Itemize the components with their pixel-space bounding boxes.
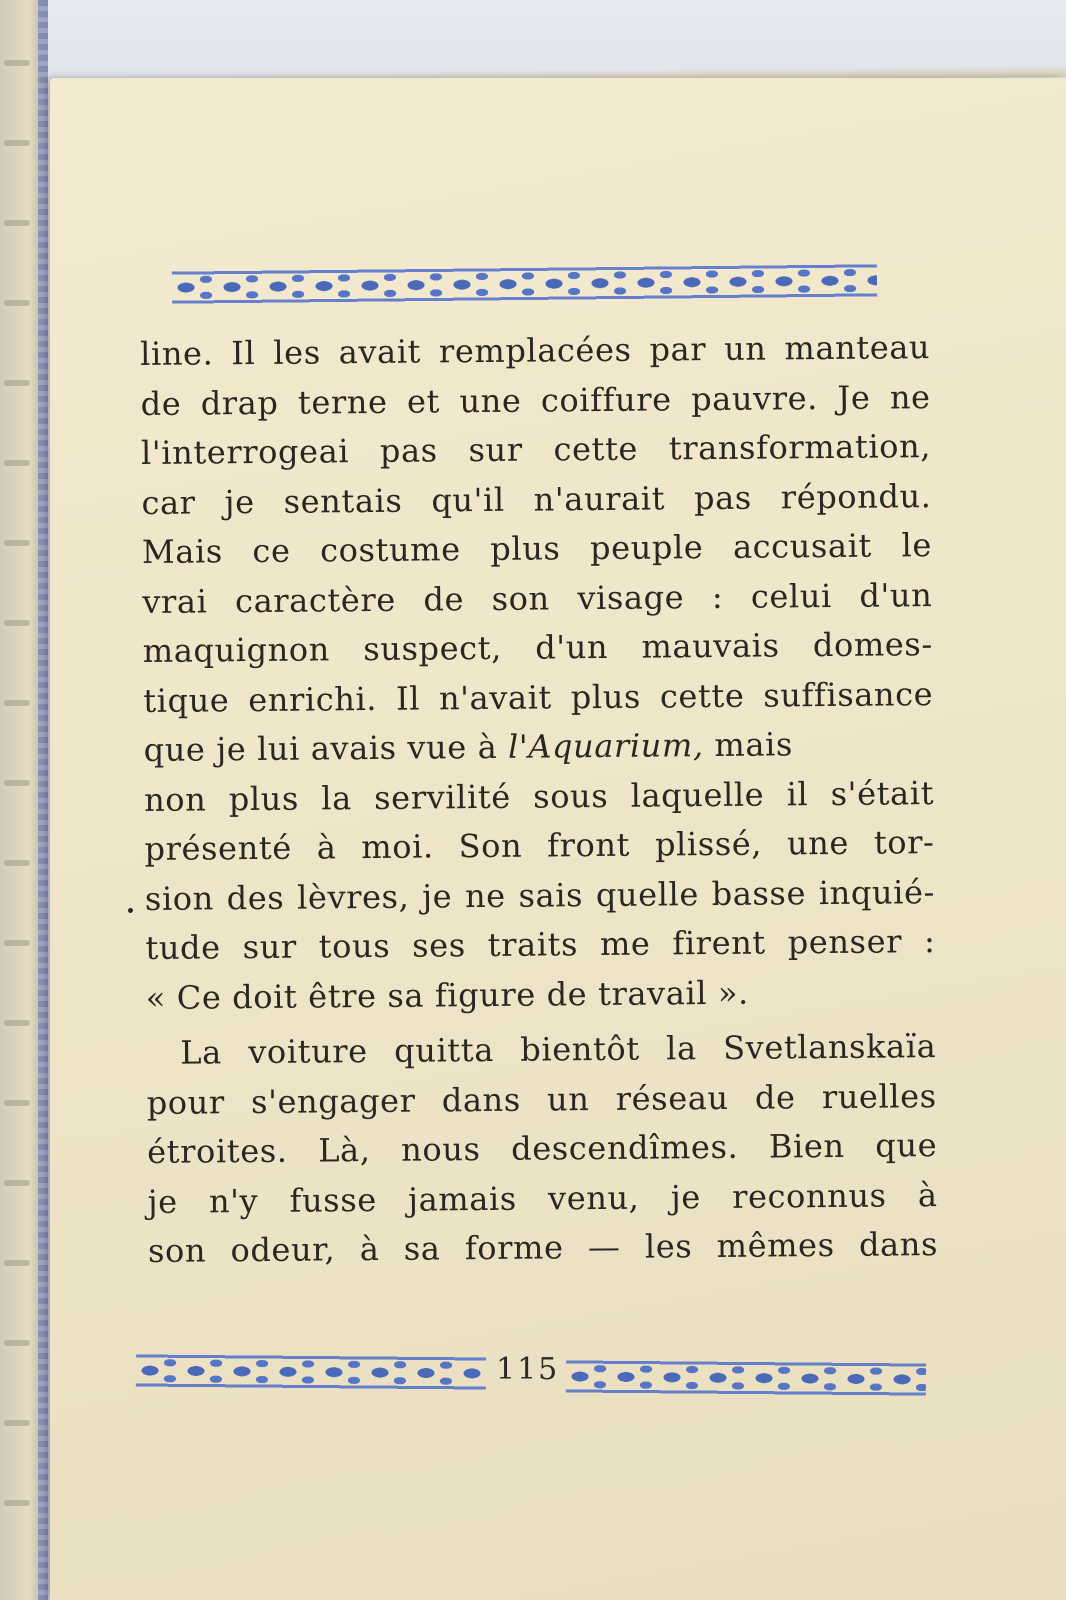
text-line: vrai caractère de son visage : celui d'un — [142, 575, 933, 621]
left-page-text-trace — [4, 1420, 30, 1426]
left-page-text-trace — [4, 540, 30, 546]
left-page-text-trace — [4, 220, 30, 226]
left-page-ornament-edge — [38, 0, 48, 1600]
left-page-text-trace — [4, 1260, 30, 1266]
text-line: tude sur tous ses traits me firent penser : — [145, 922, 936, 967]
left-page-text-trace — [4, 1500, 30, 1506]
text-segment: que je lui avais vue à — [143, 727, 509, 769]
text-line: maquignon suspect, d'un mauvais domes- — [142, 625, 933, 670]
page-number: 115 — [496, 1352, 560, 1387]
left-page-text-trace — [4, 1100, 30, 1106]
bottom-ornament-band-right — [566, 1354, 926, 1401]
left-page-text-trace — [4, 700, 30, 706]
left-page-text-trace — [4, 300, 30, 306]
left-page-text-trace — [4, 60, 30, 66]
left-page-text-trace — [4, 140, 30, 146]
text-line: non plus la servilité sous laquelle il s'était — [143, 773, 935, 819]
text-line: l'interrogeai pas sur cette transformation, — [140, 427, 932, 472]
left-page-text-trace — [4, 460, 30, 466]
text-line: étroites. Là, nous descendîmes. Bien que — [147, 1126, 938, 1171]
left-adjacent-page — [0, 0, 48, 1600]
bottom-ornament-band-left — [136, 1348, 486, 1395]
text-line: line. Il les avait remplacées par un manteau — [140, 328, 931, 373]
ink-speck — [128, 908, 133, 913]
left-page-text-trace — [4, 860, 30, 866]
text-line: sion des lèvres, je ne sais quelle basse inquié- — [144, 872, 936, 918]
text-line: de drap terne et une coiffure pauvre. Je ne — [140, 377, 931, 423]
text-line-with-italic — [143, 719, 933, 775]
text-segment: mais — [703, 725, 794, 765]
italic-title: l'Aquarium, — [507, 726, 704, 766]
text-line: présenté à moi. Son front plissé, une tor- — [144, 823, 935, 868]
page-text — [140, 323, 938, 1276]
left-page-text-trace — [4, 940, 30, 946]
text-line: La voiture quitta bientôt la Svetlanskaïa — [180, 1027, 937, 1072]
text-line: « Ce doit être sa figure de travail ». — [145, 973, 749, 1017]
left-page-text-trace — [4, 780, 30, 786]
text-line: son odeur, à sa forme — les mêmes dans — [147, 1225, 939, 1270]
top-ornament-band — [172, 258, 877, 309]
text-line: car je sentais qu'il n'aurait pas répondu. — [141, 476, 932, 522]
left-page-text-trace — [4, 1180, 30, 1186]
text-line: je n'y fusse jamais venu, je reconnus à — [147, 1175, 938, 1221]
text-line: pour s'engager dans un réseau de ruelles — [146, 1076, 937, 1122]
left-page-text-trace — [4, 1340, 30, 1346]
text-line: Mais ce costume plus peuple accusait le — [141, 526, 933, 571]
text-line: tique enrichi. Il n'avait plus cette suffisance — [143, 674, 934, 720]
left-page-text-trace — [4, 620, 30, 626]
left-page-text-trace — [4, 380, 30, 386]
left-page-text-trace — [4, 1020, 30, 1026]
